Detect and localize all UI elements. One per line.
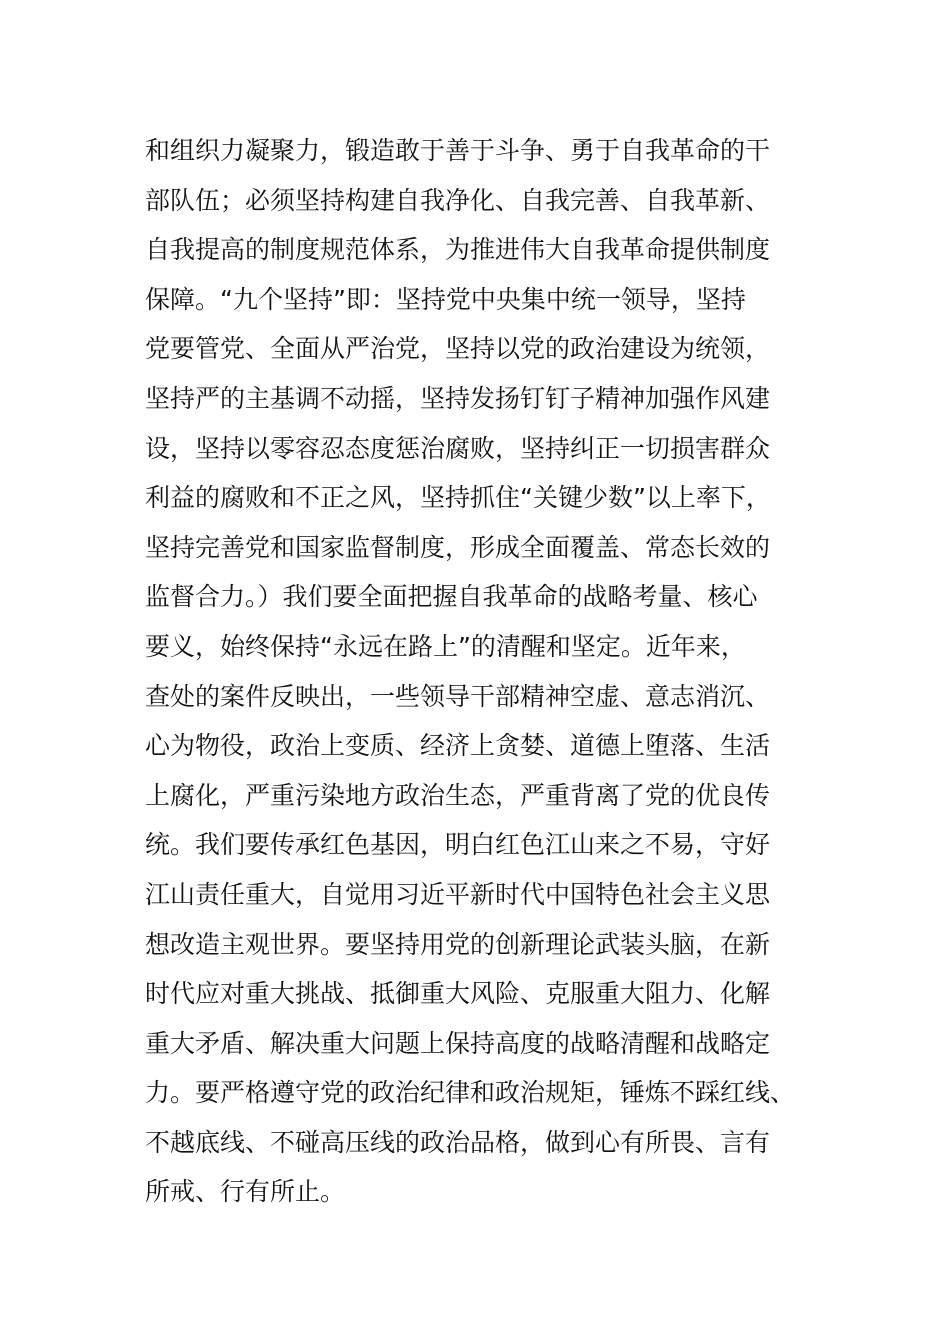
body-paragraph bbox=[145, 126, 815, 1217]
text-line: 自我提高的制度规范体系，为推进伟大自我革命提供制度 bbox=[145, 235, 771, 265]
text-line: 和组织力凝聚力，锻造敢于善于斗争、勇于自我革命的干 bbox=[145, 136, 771, 165]
text-line: 保障。“九个坚持”即：坚持党中央集中统一领导，坚持 bbox=[145, 284, 746, 314]
text-line: 要义，始终保持“永远在路上”的清醒和坚定。近年来， bbox=[145, 631, 746, 661]
text-line: 重大矛盾、解决重大问题上保持高度的战略清醒和战略定 bbox=[145, 1028, 771, 1058]
text-line: 监督合力。）我们要全面把握自我革命的战略考量、核心 bbox=[145, 582, 758, 612]
text-line: 党要管党、全面从严治党，坚持以党的政治建设为统领， bbox=[145, 334, 771, 364]
text-line: 设，坚持以零容忍态度惩治腐败，坚持纠正一切损害群众 bbox=[145, 433, 771, 463]
text-line: 力。要严格遵守党的政治纪律和政治规矩，锤炼不踩红线、 bbox=[145, 1078, 796, 1108]
text-line: 坚持完善党和国家监督制度，形成全面覆盖、常态长效的 bbox=[145, 532, 771, 562]
text-line: 统。我们要传承红色基因，明白红色江山来之不易，守好 bbox=[145, 830, 771, 860]
text-line: 利益的腐败和不正之风，坚持抓住“关键少数”以上率下， bbox=[145, 483, 771, 513]
text-line: 坚持严的主基调不动摇，坚持发扬钉钉子精神加强作风建 bbox=[145, 383, 771, 413]
text-line: 不越底线、不碰高压线的政治品格，做到心有所畏、言有 bbox=[145, 1127, 771, 1157]
text-line: 时代应对重大挑战、抵御重大风险、克服重大阻力、化解 bbox=[145, 979, 771, 1009]
text-line: 上腐化，严重污染地方政治生态，严重背离了党的优良传 bbox=[145, 780, 771, 810]
text-line: 所戒、行有所止。 bbox=[145, 1177, 346, 1207]
text-line: 查处的案件反映出，一些领导干部精神空虚、意志消沉、 bbox=[145, 681, 771, 711]
text-line: 心为物役，政治上变质、经济上贪婪、道德上堕落、生活 bbox=[145, 731, 771, 761]
text-line: 想改造主观世界。要坚持用党的创新理论武装头脑，在新 bbox=[145, 929, 771, 959]
text-line: 江山责任重大，自觉用习近平新时代中国特色社会主义思 bbox=[145, 879, 771, 909]
text-line: 部队伍；必须坚持构建自我净化、自我完善、自我革新、 bbox=[145, 185, 771, 215]
